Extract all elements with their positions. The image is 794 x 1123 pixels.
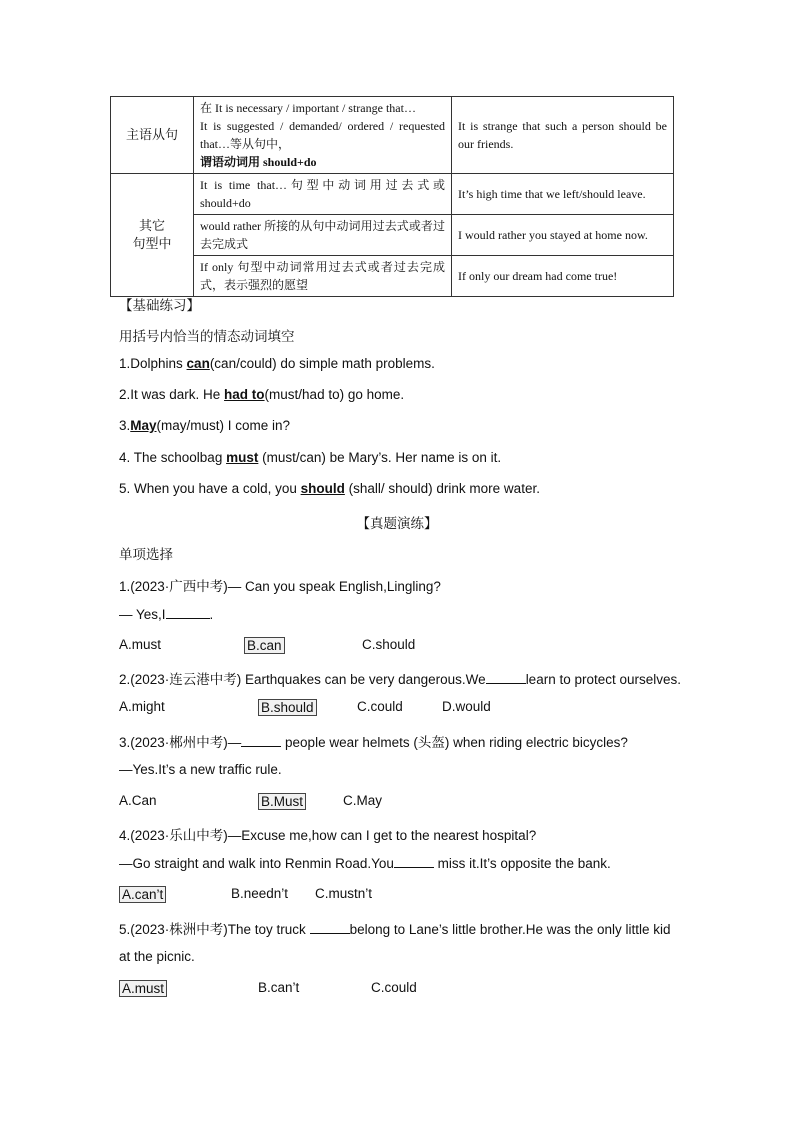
basic-item: 1.Dolphins can(can/could) do simple math problems. bbox=[119, 356, 435, 371]
category-line: 句型中 bbox=[132, 236, 172, 251]
answer-blank bbox=[486, 671, 526, 684]
option-b-correct: B.can bbox=[244, 637, 285, 654]
option-a-correct: A.can’t bbox=[119, 886, 166, 903]
question-stem: 3.(2023·郴州中考)— people wear helmets (头盔) when riding electric bicycles? bbox=[119, 735, 628, 750]
table-row bbox=[111, 256, 674, 297]
answer: must bbox=[226, 450, 259, 465]
option-c: C.could bbox=[371, 980, 417, 995]
rule-cell bbox=[194, 97, 452, 174]
option-b: B.needn’t bbox=[231, 886, 289, 901]
rule-line: 在 It is necessary / important / strange that… bbox=[200, 101, 416, 115]
option-c: C.mustn’t bbox=[315, 886, 373, 901]
rule-cell: If only 句型中动词常用过去式或者过去完成式，表示强烈的愿望 bbox=[194, 256, 452, 297]
category-cell: 主语从句 bbox=[111, 97, 194, 174]
exam-heading: 【真题演练】 bbox=[356, 516, 438, 531]
question-stem-continued: at the picnic. bbox=[119, 949, 195, 964]
table-row bbox=[111, 215, 674, 256]
rule-cell: would rather 所接的从句中动词用过去式或者过去完成式 bbox=[194, 215, 452, 256]
option-b-correct: B.should bbox=[258, 699, 317, 716]
answer: had to bbox=[224, 387, 265, 402]
rule-cell: It is time that…句型中动词用过去式或 should+do bbox=[194, 174, 452, 215]
option-b: B.can’t bbox=[258, 980, 300, 995]
question-reply: — Yes,I . bbox=[119, 607, 214, 622]
answer: can bbox=[186, 356, 210, 371]
answer-blank bbox=[166, 606, 210, 619]
option-c: C.could bbox=[357, 699, 403, 714]
example-cell: It is strange that such a person should be our friends. bbox=[452, 97, 674, 174]
answer-blank bbox=[310, 921, 350, 934]
question-stem: 5.(2023·株洲中考)The toy truck belong to Lane’s little brother.He was the only little kid bbox=[119, 922, 671, 937]
example-cell: I would rather you stayed at home now. bbox=[452, 215, 674, 256]
option-c: C.should bbox=[362, 637, 416, 652]
rule-line: 谓语动词用 should+do bbox=[200, 155, 317, 169]
option-a: A.might bbox=[119, 699, 165, 714]
answer: should bbox=[300, 481, 345, 496]
option-b-correct: B.Must bbox=[258, 793, 306, 810]
answer-blank bbox=[394, 855, 434, 868]
category-cell bbox=[111, 174, 194, 297]
basic-instruction: 用括号内恰当的情态动词填空 bbox=[119, 329, 295, 344]
option-a: A.Can bbox=[119, 793, 157, 808]
option-a: A.must bbox=[119, 637, 162, 652]
example-cell: It’s high time that we left/should leave. bbox=[452, 174, 674, 215]
table-row bbox=[111, 97, 674, 174]
basic-item: 3.May(may/must) I come in? bbox=[119, 418, 291, 433]
basic-item: 2.It was dark. He had to(must/had to) go home. bbox=[119, 387, 405, 402]
option-d: D.would bbox=[442, 699, 491, 714]
question-reply: —Yes.It’s a new traffic rule. bbox=[119, 762, 282, 777]
question-stem: 1.(2023·广西中考)— Can you speak English,Lingling? bbox=[119, 579, 441, 594]
rule-line: It is suggested / demanded/ ordered / requested that…等从句中， bbox=[200, 119, 445, 151]
basic-item: 4. The schoolbag must (must/can) be Mary’s. Her name is on it. bbox=[119, 450, 502, 465]
answer: May bbox=[130, 418, 157, 433]
basic-heading: 【基础练习】 bbox=[119, 298, 200, 313]
question-stem: 4.(2023·乐山中考)—Excuse me,how can I get to the nearest hospital? bbox=[119, 828, 537, 843]
category-line: 其它 bbox=[138, 218, 165, 233]
option-c: C.May bbox=[343, 793, 383, 808]
grammar-table bbox=[110, 96, 674, 297]
question-stem: 2.(2023·连云港中考) Earthquakes can be very dangerous.We learn to protect ourselves. bbox=[119, 672, 682, 687]
example-cell: If only our dream had come true! bbox=[452, 256, 674, 297]
option-a-correct: A.must bbox=[119, 980, 167, 997]
table-row bbox=[111, 174, 674, 215]
question-reply: —Go straight and walk into Renmin Road.You miss it.It’s opposite the bank. bbox=[119, 856, 611, 871]
exam-subheading: 单项选择 bbox=[119, 547, 173, 562]
basic-item: 5. When you have a cold, you should (shall/ should) drink more water. bbox=[119, 481, 540, 496]
answer-blank bbox=[241, 734, 281, 747]
